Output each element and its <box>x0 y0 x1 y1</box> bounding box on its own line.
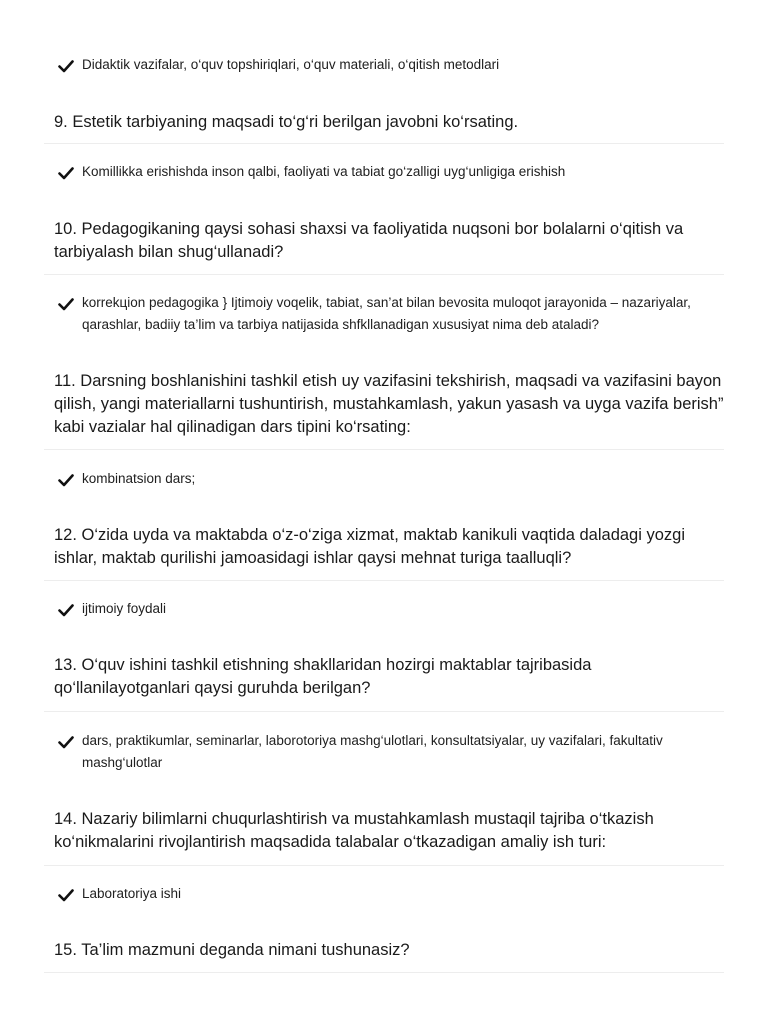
divider <box>44 449 724 450</box>
question-13: 13. O‘quv ishini tashkil etishning shakllaridan hozirgi maktablar tajribasida qo‘llanilayotganlari qaysi guruhda berilgan? <box>54 656 592 697</box>
question-15: 15. Ta’lim mazmuni deganda nimani tushunasiz? <box>54 941 410 959</box>
divider <box>44 865 724 866</box>
answer-text: Laboratoriya ishi <box>82 886 182 901</box>
answer-text: korrekцion pedagogika } Ijtimoiy voqelik, tabiat, san’at bilan bevosita muloqot jarayonida – nazariyalar, qarashlar, badiiy ta’lim va tarbiya natijasida shfkllanadigan xususiyat nima deb ataladi? <box>82 295 691 332</box>
divider <box>44 711 724 712</box>
answer-text: dars, praktikumlar, seminarlar, laborotoriya mashg‘ulotlari, konsultatsiyalar, uy vazifalari, fakultativ mashg‘ulotlar <box>82 733 663 770</box>
check-icon <box>58 603 74 617</box>
question-9: 9. Estetik tarbiyaning maqsadi to‘g‘ri berilgan javobni ko‘rsating. <box>54 113 519 131</box>
answer-row <box>44 601 724 620</box>
answer-text: Komillikka erishishda inson qalbi, faoliyati va tabiat go‘zalligi uyg‘unligiga erishish <box>82 164 566 179</box>
check-icon <box>58 59 74 73</box>
divider <box>44 143 724 144</box>
divider <box>44 274 724 275</box>
check-icon <box>58 297 74 311</box>
answer-row <box>44 471 724 490</box>
answer-text: Didaktik vazifalar, o‘quv topshiriqlari, o‘quv materiali, o‘qitish metodlari <box>82 57 500 72</box>
answer-row <box>44 164 724 183</box>
check-icon <box>58 166 74 180</box>
answer-row <box>44 57 724 76</box>
answer-row <box>44 886 724 905</box>
divider <box>44 972 724 973</box>
check-icon <box>58 735 74 749</box>
divider <box>44 580 724 581</box>
check-icon <box>58 888 74 902</box>
answer-row <box>44 295 724 336</box>
question-14: 14. Nazariy bilimlarni chuqurlashtirish va mustahkamlash mustaqil tajriba o‘tkazish ko‘nikmalarini rivojlantirish maqsadida talabalar o‘tkazadigan amaliy ish turi: <box>54 810 654 851</box>
answer-row <box>44 733 724 774</box>
question-12: 12. O‘zida uyda va maktabda o‘z-o‘ziga xizmat, maktab kanikuli vaqtida daladagi yozgi ishlar, maktab qurilishi jamoasidagi ishlar qaysi mehnat turiga taalluqli? <box>54 526 686 567</box>
answer-text: ijtimoiy foydali <box>82 601 167 616</box>
check-icon <box>58 473 74 487</box>
question-11: 11. Darsning boshlanishini tashkil etish uy vazifasini tekshirish, maqsadi va vazifasini bayon qilish, yangi materiallarni tushuntirish, mustahkamlash, yakun yasash va uyga vazifa berish” kabi vazialar hal qilinadigan dars tipini ko‘rsating: <box>54 372 724 436</box>
answer-text: kombinatsion dars; <box>82 471 196 486</box>
question-10: 10. Pedagogikaning qaysi sohasi shaxsi va faoliyatida nuqsoni bor bolalarni o‘qitish va tarbiyalash bilan shug‘ullanadi? <box>54 220 684 261</box>
